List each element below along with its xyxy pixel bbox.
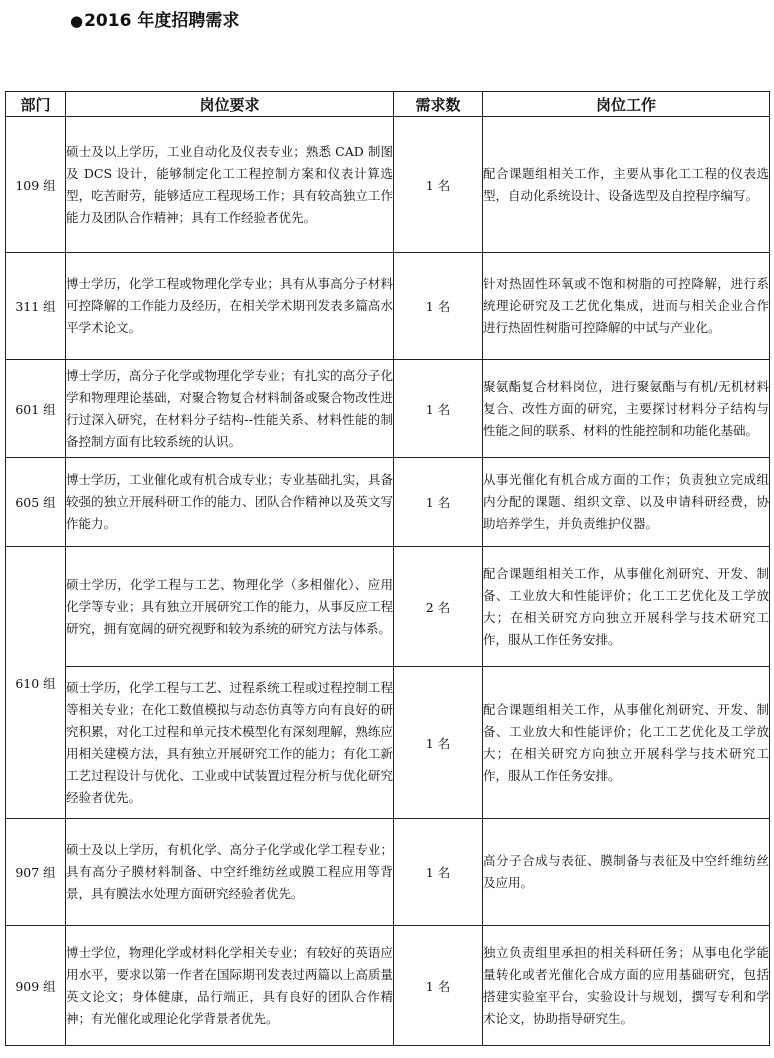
requirement-cell: 博士学历，高分子化学或物理化学专业；有扎实的高分子化学和物理理论基础，对聚合物复合材料制备或聚合物改性进行过深入研究，在材料分子结构--性能关系、材料性能的制备控制方面有比较系统的认识。: [66, 360, 394, 458]
table-row: [6, 667, 770, 819]
table-row: [6, 547, 770, 667]
requirement-cell: 博士学历，化学工程或物理化学专业；具有从事高分子材料可控降解的工作能力及经历，在相关学术期刊发表多篇高水平学术论文。: [66, 253, 394, 360]
table-row: [6, 117, 770, 253]
count-cell: 1 名: [394, 117, 483, 253]
count-cell: 1 名: [394, 926, 483, 1046]
requirement-cell: 博士学历，工业催化或有机合成专业；专业基础扎实，具备较强的独立开展科研工作的能力、团队合作精神以及英文写作能力。: [66, 458, 394, 547]
bullet-icon: ●: [70, 12, 84, 30]
count-cell: 1 名: [394, 667, 483, 819]
page-title-text: 2016 年度招聘需求: [84, 11, 240, 31]
requirement-cell: 硕士及以上学历，有机化学、高分子化学或化学工程专业；具有高分子膜材料制备、中空纤维纺丝或膜工程应用等背景，具有膜法水处理方面研究经验者优先。: [66, 819, 394, 926]
table-row: [6, 360, 770, 458]
dept-cell: 601 组: [6, 360, 66, 458]
dept-cell: 311 组: [6, 253, 66, 360]
work-cell: 配合课题组相关工作，从事催化剂研究、开发、制备、工业放大和性能评价；化工工艺优化及工学放大；在相关研究方向独立开展科学与技术研究工作，服从工作任务安排。: [483, 667, 770, 819]
count-cell: 1 名: [394, 819, 483, 926]
dept-cell: 109 组: [6, 117, 66, 253]
header-count: 需求数: [394, 92, 483, 117]
requirement-cell: 硕士学历，化学工程与工艺、过程系统工程或过程控制工程等相关专业；在化工数值模拟与动态仿真等方向有良好的研究积累，对化工过程和单元技术模型化有深刻理解，熟练应用相关建模方法，具有独立开展研究工作的能力；有化工新工艺过程设计与优化、工业或中试装置过程分析与优化研究经验者优先。: [66, 667, 394, 819]
requirement-cell: 硕士学历，化学工程与工艺、物理化学（多相催化）、应用化学等专业；具有独立开展研究工作的能力，从事反应工程研究，拥有宽阔的研究视野和较为系统的研究方法与体系。: [66, 547, 394, 667]
work-cell: 聚氨酯复合材料岗位，进行聚氨酯与有机/无机材料复合、改性方面的研究，主要探讨材料分子结构与性能之间的联系、材料的性能控制和功能化基础。: [483, 360, 770, 458]
dept-cell: 909 组: [6, 926, 66, 1046]
work-cell: 配合课题组相关工作，从事催化剂研究、开发、制备、工业放大和性能评价；化工工艺优化及工学放大；在相关研究方向独立开展科学与技术研究工作，服从工作任务安排。: [483, 547, 770, 667]
count-cell: 2 名: [394, 547, 483, 667]
count-cell: 1 名: [394, 253, 483, 360]
header-work: 岗位工作: [483, 92, 770, 117]
table-header-row: [6, 92, 770, 117]
requirement-cell: 博士学位，物理化学或材料化学相关专业；有较好的英语应用水平，要求以第一作者在国际期刊发表过两篇以上高质量英文论文；身体健康，品行端正，具有良好的团队合作精神；有光催化或理论化学背景者优先。: [66, 926, 394, 1046]
dept-cell: 610 组: [6, 547, 66, 819]
table-row: [6, 819, 770, 926]
work-cell: 独立负责组里承担的相关科研任务；从事电化学能量转化或者光催化合成方面的应用基础研究，包括搭建实验室平台，实验设计与规划，撰写专利和学术论文，协助指导研究生。: [483, 926, 770, 1046]
work-cell: 从事光催化有机合成方面的工作；负责独立完成组内分配的课题、组织文章、以及申请科研经费，协助培养学生，并负责维护仪器。: [483, 458, 770, 547]
page-title: [70, 6, 239, 31]
dept-cell: 605 组: [6, 458, 66, 547]
recruitment-table: [5, 91, 770, 1046]
requirement-cell: 硕士及以上学历，工业自动化及仪表专业；熟悉 CAD 制图及 DCS 设计，能够制定化工工程控制方案和仪表计算选型，吃苦耐劳，能够适应工程现场工作；具有较高独立工作能力及团队合作精神；具有工作经验者优先。: [66, 117, 394, 253]
header-dept: 部门: [6, 92, 66, 117]
work-cell: 高分子合成与表征、膜制备与表征及中空纤维纺丝及应用。: [483, 819, 770, 926]
dept-cell: 907 组: [6, 819, 66, 926]
table-row: [6, 458, 770, 547]
work-cell: 配合课题组相关工作，主要从事化工工程的仪表选型，自动化系统设计、设备选型及自控程序编写。: [483, 117, 770, 253]
table-row: [6, 253, 770, 360]
count-cell: 1 名: [394, 458, 483, 547]
work-cell: 针对热固性环氧或不饱和树脂的可控降解，进行系统理论研究及工艺优化集成，进而与相关企业合作进行热固性树脂可控降解的中试与产业化。: [483, 253, 770, 360]
header-requirement: 岗位要求: [66, 92, 394, 117]
table-row: [6, 926, 770, 1046]
count-cell: 1 名: [394, 360, 483, 458]
